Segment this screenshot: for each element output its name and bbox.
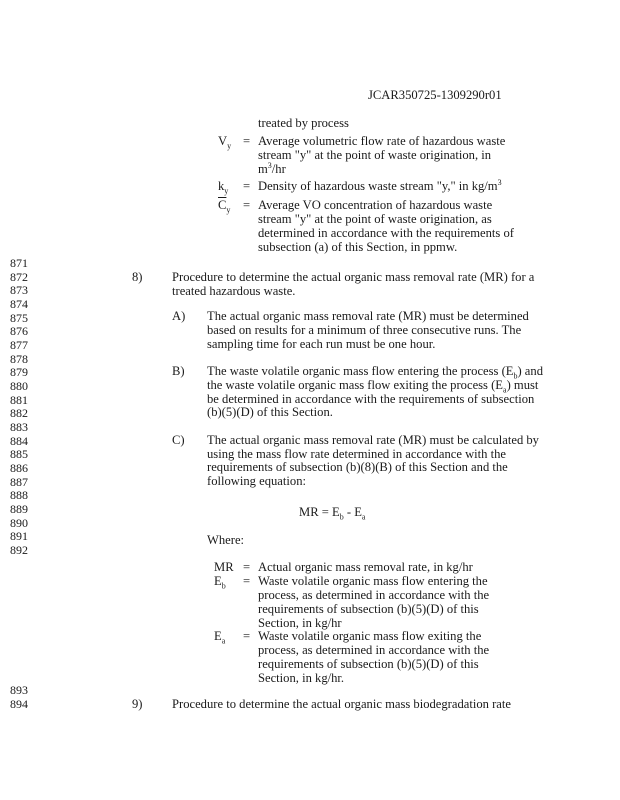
line-number: 878: [10, 351, 28, 366]
line-number: 880: [10, 379, 28, 394]
line-number: 872: [10, 269, 28, 284]
def-text: Section, in kg/hr.: [258, 671, 345, 685]
equals-sign: =: [243, 198, 251, 212]
line-number: 891: [10, 529, 28, 544]
def-text: process, as determined in accordance with the: [258, 588, 490, 602]
line-number: 886: [10, 461, 28, 476]
def-symbol-ea: $E_a$: [214, 629, 226, 646]
item-9-text: Procedure to determine the actual organic mass biodegradation rate: [172, 697, 511, 711]
equals-sign: =: [243, 629, 251, 643]
def-text: Section, in kg/hr: [258, 616, 342, 630]
def-text: Average volumetric flow rate of hazardous waste: [258, 134, 506, 148]
def-text: requirements of subsection (b)(5)(D) of this: [258, 657, 479, 671]
def-symbol-ky: $k_y$: [218, 179, 229, 196]
item-c-text: The actual organic mass removal rate (MR) must be calculated by: [207, 433, 539, 447]
line-number: 874: [10, 297, 28, 311]
def-symbol-vy: $V_y$: [218, 134, 232, 151]
item-8-text: Procedure to determine the actual organic mass removal rate (MR) for a: [172, 270, 535, 284]
item-a-text: The actual organic mass removal rate (MR) must be determined: [207, 309, 529, 323]
def-text: determined in accordance with the requirements of: [258, 226, 514, 240]
def-text: stream "y" at the point of waste origination, as: [258, 212, 492, 226]
line-number: 884: [10, 433, 28, 448]
line-number: 892: [10, 543, 28, 558]
line-number: 877: [10, 338, 28, 353]
line-number: 876: [10, 324, 28, 339]
def-text: $m^3/hr$: [258, 160, 286, 176]
def-text: subsection (a) of this Section, in ppmw.: [258, 240, 458, 254]
def-text: Actual organic mass removal rate, in kg/hr: [258, 560, 473, 574]
item-a-label: A): [172, 309, 186, 323]
equals-sign: =: [243, 134, 251, 148]
line-number: 889: [10, 502, 28, 517]
line-number: 871: [10, 256, 28, 270]
def-symbol-cy: $\overline{C}_y$: [218, 198, 231, 215]
document-id-header: JCAR350725-1309290r01: [368, 88, 502, 102]
equation: MR = $E_b - E_a$: [299, 505, 366, 522]
line-number: 875: [10, 310, 28, 325]
item-b-text: the waste volatile organic mass flow exiting the process $(E_a)$ must: [207, 378, 539, 395]
item-8-text: treated hazardous waste.: [172, 284, 296, 298]
item-a-text: sampling time for each run must be one hour.: [207, 337, 436, 351]
line-number: 883: [10, 420, 28, 435]
def-symbol-mr: MR: [214, 560, 234, 574]
line-number: 890: [10, 515, 28, 530]
where-label: Where:: [207, 533, 245, 547]
line-number: 873: [10, 283, 28, 298]
line-number: 887: [10, 474, 28, 489]
item-b-text: (b)(5)(D) of this Section.: [207, 405, 333, 419]
item-b-label: B): [172, 364, 185, 378]
line-number: 885: [10, 447, 28, 462]
item-9-label: 9): [132, 697, 143, 711]
continuation-text: treated by process: [258, 116, 349, 130]
line-number: 888: [10, 488, 28, 503]
def-text: requirements of subsection (b)(5)(D) of this: [258, 602, 479, 616]
line-number: 894: [10, 697, 28, 711]
item-b-text: The waste volatile organic mass flow entering the process $(E_b)$ and: [207, 364, 543, 381]
line-number: 882: [10, 406, 28, 421]
def-text: Waste volatile organic mass flow entering the: [258, 574, 488, 588]
equals-sign: =: [243, 560, 251, 574]
def-text: Average VO concentration of hazardous waste: [258, 198, 493, 212]
def-text: process, as determined in accordance with the: [258, 643, 490, 657]
item-a-text: based on results for a minimum of three consecutive runs. The: [207, 323, 522, 337]
line-number: 881: [10, 392, 28, 407]
item-b-text: be determined in accordance with the requirements of subsection: [207, 392, 535, 406]
equals-sign: =: [243, 179, 251, 193]
item-c-text: using the mass flow rate determined in accordance with the: [207, 447, 506, 461]
item-c-text: following equation:: [207, 474, 306, 488]
item-c-label: C): [172, 433, 185, 447]
equals-sign: =: [243, 574, 251, 588]
def-text: stream "y" at the point of waste origination, in: [258, 148, 492, 162]
def-text: Density of hazardous waste stream "y," in $kg/m^3$: [258, 177, 502, 193]
line-number: 893: [10, 683, 28, 697]
item-8-label: 8): [132, 270, 143, 284]
item-c-text: requirements of subsection (b)(8)(B) of this Section and the: [207, 460, 508, 474]
line-number: 879: [10, 365, 28, 380]
def-symbol-eb: $E_b$: [214, 574, 226, 591]
def-text: Waste volatile organic mass flow exiting the: [258, 629, 482, 643]
